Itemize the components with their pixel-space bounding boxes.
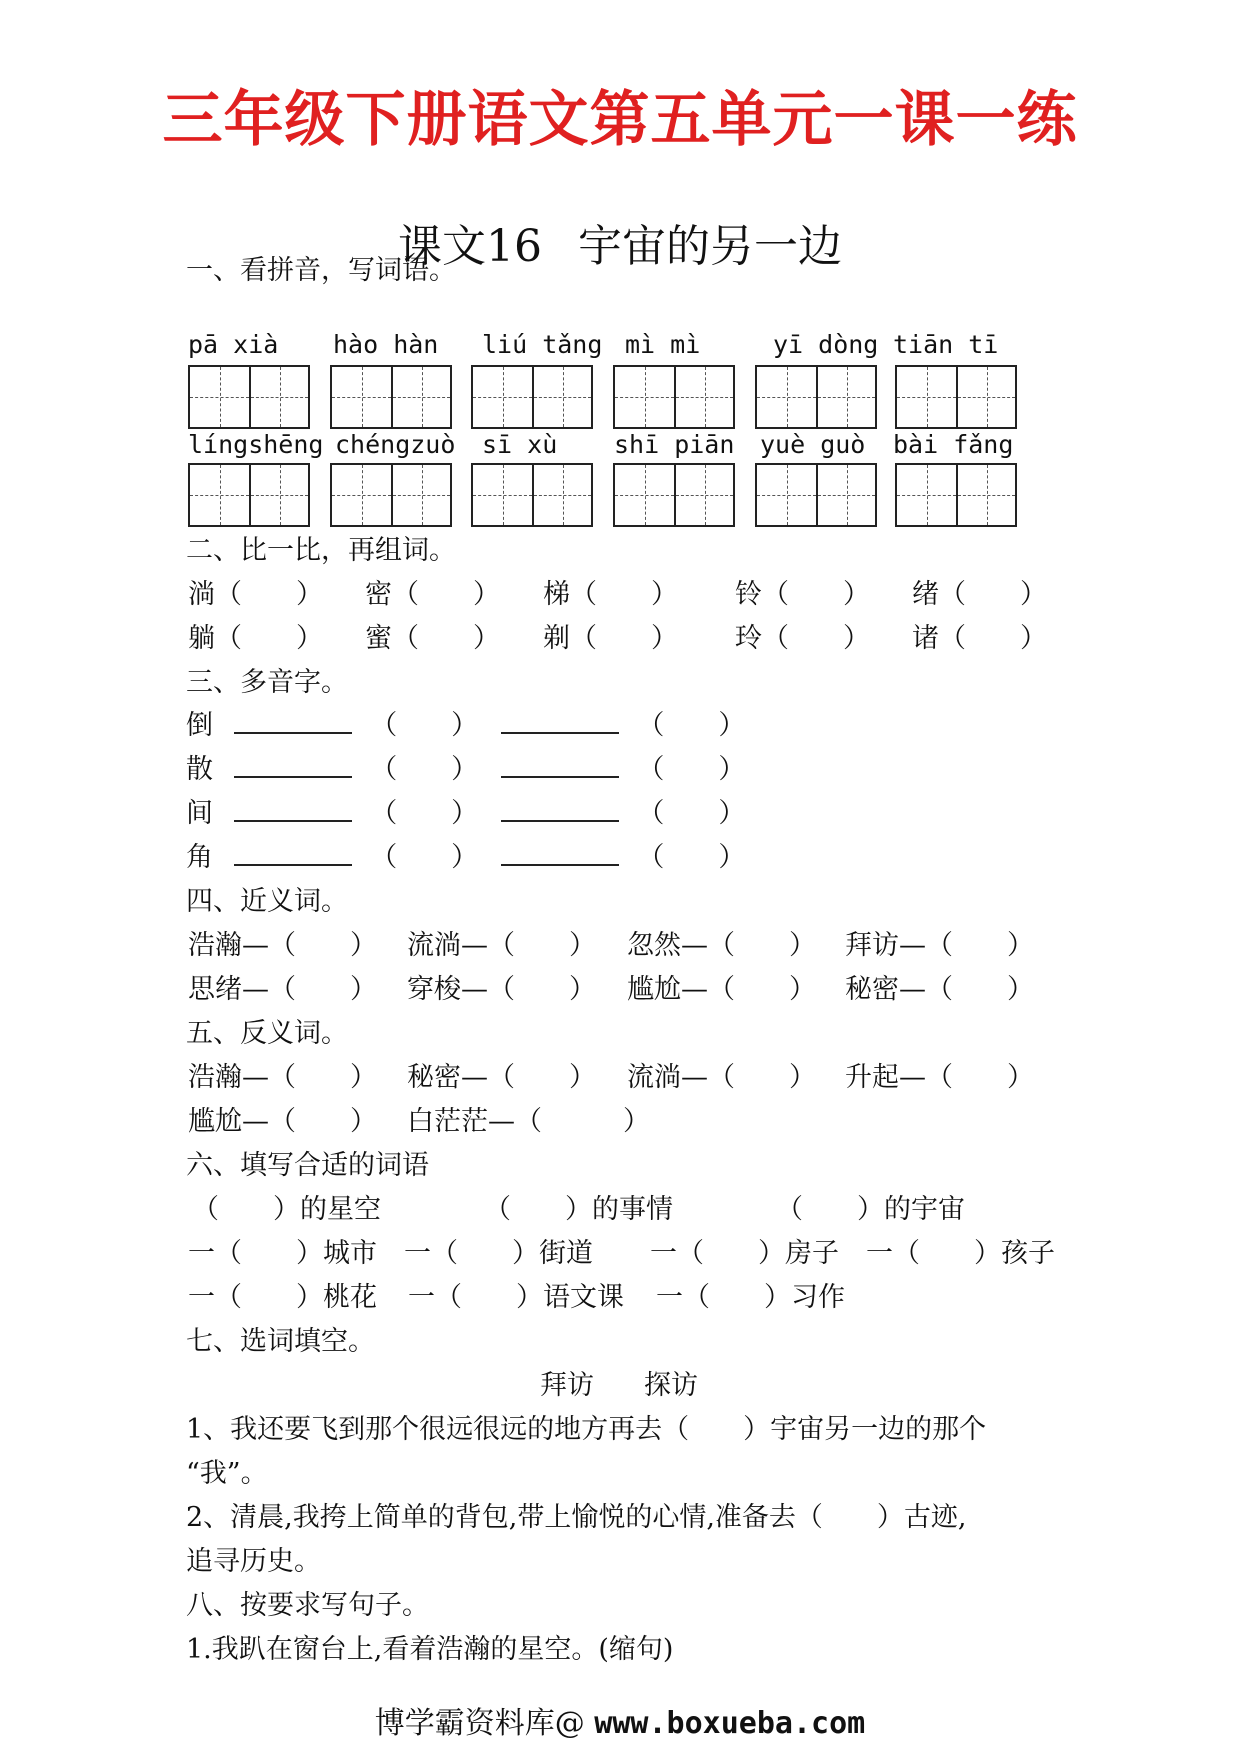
fill-phrase[interactable]: 一（ ）语文课 (408, 1282, 624, 1313)
writing-grid[interactable] (471, 365, 593, 429)
compare-item[interactable]: 躺（ ） (188, 623, 323, 654)
synonym-item[interactable]: 拜访—（ ） (845, 930, 1034, 961)
pinyin-label: tiān tī (893, 330, 999, 359)
writing-grid[interactable] (613, 463, 735, 527)
pinyin-label: sī xù (482, 430, 558, 459)
pinyin-label: pā xià (188, 330, 279, 359)
compare-item[interactable]: 密（ ） (365, 579, 500, 610)
lesson-name: 宇宙的另一边 (578, 221, 842, 272)
pinyin-label: bài fǎng (893, 430, 1014, 459)
compare-item[interactable]: 诸（ ） (912, 623, 1047, 654)
writing-grid[interactable] (613, 365, 735, 429)
word-choice: 拜访 (540, 1370, 594, 1401)
fill-phrase[interactable]: 一（ ）桃花 (188, 1282, 377, 1313)
worksheet-title: 三年级下册语文第五单元一课一练 (162, 85, 1078, 155)
fill-phrase[interactable]: （ ）的星空 (192, 1194, 381, 1225)
writing-grid[interactable] (330, 365, 452, 429)
footer-site: 博学霸资料库@ (374, 1706, 585, 1741)
polyphone-char: 散 (186, 754, 213, 785)
polyphone-row (186, 703, 745, 742)
pinyin-label: hào hàn (333, 330, 439, 359)
answer-paren[interactable]: （ ） (370, 754, 479, 785)
polyphone-char: 角 (186, 842, 213, 873)
section-2-heading: 二、比一比，再组词。 (186, 535, 456, 566)
answer-blank[interactable] (501, 710, 619, 734)
polyphone-row (186, 791, 745, 830)
writing-grid[interactable] (895, 463, 1017, 527)
polyphone-row (186, 835, 745, 874)
answer-paren[interactable]: （ ） (370, 798, 479, 829)
compare-item[interactable]: 绪（ ） (912, 579, 1047, 610)
fill-phrase[interactable]: 一（ ）城市 (188, 1238, 377, 1269)
writing-grid[interactable] (755, 463, 877, 527)
answer-paren[interactable]: （ ） (370, 710, 479, 741)
question-text[interactable]: 2、清晨,我挎上简单的背包,带上愉悦的心情,准备去（ ）古迹, (186, 1502, 967, 1533)
compare-item[interactable]: 剃（ ） (543, 623, 678, 654)
fill-phrase[interactable]: 一（ ）孩子 (866, 1238, 1055, 1269)
answer-blank[interactable] (501, 798, 619, 822)
fill-phrase[interactable]: 一（ ）习作 (656, 1282, 845, 1313)
section-7-heading: 七、选词填空。 (186, 1326, 375, 1357)
synonym-item[interactable]: 穿梭—（ ） (407, 974, 596, 1005)
antonym-item[interactable]: 浩瀚—（ ） (188, 1062, 377, 1093)
answer-paren[interactable]: （ ） (637, 710, 746, 741)
synonym-item[interactable]: 流淌—（ ） (407, 930, 596, 961)
answer-paren[interactable]: （ ） (637, 798, 746, 829)
writing-grid[interactable] (755, 365, 877, 429)
question-text: 追寻历史。 (186, 1546, 321, 1577)
writing-grid[interactable] (471, 463, 593, 527)
answer-blank[interactable] (234, 842, 352, 866)
synonym-item[interactable]: 秘密—（ ） (845, 974, 1034, 1005)
pinyin-label: chéngzuò (335, 430, 456, 459)
answer-blank[interactable] (234, 754, 352, 778)
antonym-item[interactable]: 流淌—（ ） (627, 1062, 816, 1093)
answer-blank[interactable] (234, 798, 352, 822)
section-3-heading: 三、多音字。 (186, 667, 348, 698)
question-text: “我”。 (186, 1458, 268, 1489)
compare-item[interactable]: 铃（ ） (735, 579, 870, 610)
section-4-heading: 四、近义词。 (186, 886, 348, 917)
watermark-footer (0, 1698, 1240, 1742)
section-5-heading: 五、反义词。 (186, 1018, 348, 1049)
polyphone-char: 倒 (186, 710, 213, 741)
fill-phrase[interactable]: 一（ ）街道 (404, 1238, 593, 1269)
polyphone-char: 间 (186, 798, 213, 829)
antonym-item[interactable]: 白茫茫—（ ） (407, 1106, 650, 1137)
writing-grid[interactable] (188, 365, 310, 429)
compare-item[interactable]: 蜜（ ） (365, 623, 500, 654)
antonym-item[interactable]: 秘密—（ ） (407, 1062, 596, 1093)
answer-blank[interactable] (501, 842, 619, 866)
synonym-item[interactable]: 思绪—（ ） (188, 974, 377, 1005)
polyphone-row (186, 747, 745, 786)
question-text: 1.我趴在窗台上,看着浩瀚的星空。(缩句) (186, 1634, 674, 1665)
compare-item[interactable]: 玲（ ） (735, 623, 870, 654)
pinyin-label: liú tǎng (482, 330, 603, 359)
section-1-heading: 一、看拼音，写词语。 (186, 255, 456, 286)
pinyin-label: mì mì (625, 330, 701, 359)
pinyin-label: shī piān (614, 430, 735, 459)
writing-grid[interactable] (330, 463, 452, 527)
lesson-number: 课文16 (398, 221, 542, 272)
antonym-item[interactable]: 尴尬—（ ） (188, 1106, 377, 1137)
fill-phrase[interactable]: （ ）的事情 (484, 1194, 673, 1225)
fill-phrase[interactable]: （ ）的宇宙 (776, 1194, 965, 1225)
word-choice: 探访 (644, 1370, 698, 1401)
pinyin-label: yuè guò (760, 430, 866, 459)
answer-paren[interactable]: （ ） (370, 842, 479, 873)
answer-paren[interactable]: （ ） (637, 842, 746, 873)
section-8-heading: 八、按要求写句子。 (186, 1590, 429, 1621)
question-text[interactable]: 1、我还要飞到那个很远很远的地方再去（ ）宇宙另一边的那个 (186, 1414, 987, 1445)
section-6-heading: 六、填写合适的词语 (186, 1150, 429, 1181)
synonym-item[interactable]: 浩瀚—（ ） (188, 930, 377, 961)
compare-item[interactable]: 梯（ ） (543, 579, 678, 610)
writing-grid[interactable] (895, 365, 1017, 429)
synonym-item[interactable]: 忽然—（ ） (627, 930, 816, 961)
writing-grid[interactable] (188, 463, 310, 527)
answer-blank[interactable] (501, 754, 619, 778)
compare-item[interactable]: 淌（ ） (188, 579, 323, 610)
footer-url: www.boxueba.com (594, 1706, 866, 1741)
answer-blank[interactable] (234, 710, 352, 734)
answer-paren[interactable]: （ ） (637, 754, 746, 785)
antonym-item[interactable]: 升起—（ ） (845, 1062, 1034, 1093)
pinyin-label: língshēng (188, 430, 324, 459)
synonym-item[interactable]: 尴尬—（ ） (627, 974, 816, 1005)
fill-phrase[interactable]: 一（ ）房子 (650, 1238, 839, 1269)
pinyin-label: yī dòng (773, 330, 879, 359)
